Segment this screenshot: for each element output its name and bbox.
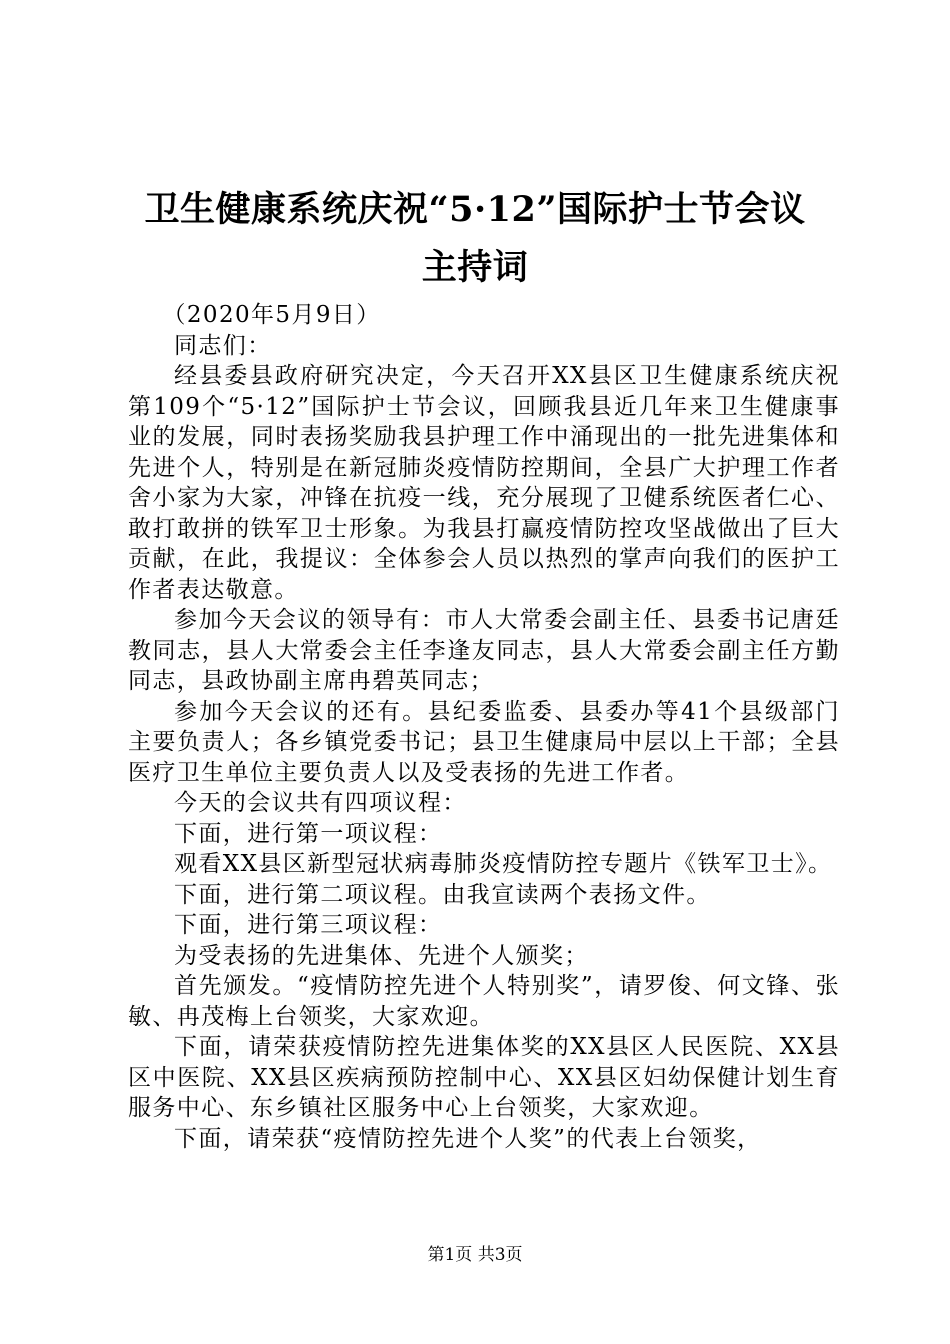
document-title-continued: 主持词 bbox=[421, 247, 529, 288]
paragraph: 参加今天会议的领导有：市人大常委会副主任、县委书记唐廷教同志，县人大常委会主任李逢友同志，县人大常委会副主任方勤同志，县政协副主席冉碧英同志； bbox=[128, 607, 840, 694]
document-body bbox=[128, 300, 840, 1154]
paragraph: 首先颁发。“疫情防控先进个人特别奖”，请罗俊、何文锋、张敏、冉茂梅上台领奖，大家欢迎。 bbox=[128, 973, 840, 1030]
paragraph: 今天的会议共有四项议程： bbox=[174, 790, 467, 816]
paragraph: 观看XX县区新型冠状病毒肺炎疫情防控专题片《铁军卫士》。 bbox=[174, 851, 833, 877]
paragraph: 经县委县政府研究决定，今天召开XX县区卫生健康系统庆祝第109个“5·12”国际护士节会议，回顾我县近几年来卫生健康事业的发展，同时表扬奖励我县护理工作中涌现出的一批先进集体和先进个人，特别是在新冠肺炎疫情防控期间，全县广大护理工作者舍小家为大家，冲锋在抗疫一线，充分展现了卫健系统医者仁心、敢打敢拼的铁军卫士形象。为我县打赢疫情防控攻坚战做出了巨大贡献，在此，我提议：全体参会人员以热烈的掌声向我们的医护工作者表达敬意。 bbox=[128, 363, 840, 603]
paragraph: 下面，进行第二项议程。由我宣读两个表扬文件。 bbox=[174, 881, 711, 908]
document-title: 卫生健康系统庆祝“5·12”国际护士节会议 bbox=[144, 189, 806, 230]
paragraph: 下面，进行第一项议程： bbox=[174, 820, 443, 847]
document-date: （2020年5月9日） bbox=[162, 302, 381, 328]
paragraph: 参加今天会议的还有。县纪委监委、县委办等41个县级部门主要负责人；各乡镇党委书记；县卫生健康局中层以上干部；全县医疗卫生单位主要负责人以及受表扬的先进工作者。 bbox=[128, 698, 840, 786]
paragraph: 下面，请荣获“疫情防控先进个人奖”的代表上台领奖， bbox=[174, 1125, 762, 1152]
page-footer: 第1页 共3页 bbox=[427, 1245, 523, 1265]
paragraph: 为受表扬的先进集体、先进个人颁奖； bbox=[174, 942, 589, 969]
paragraph: 同志们： bbox=[174, 332, 272, 359]
paragraph: 下面，请荣获疫情防控先进集体奖的XX县区人民医院、XX县区中医院、XX县区疾病预防控制中心、XX县区妇幼保健计划生育服务中心、东乡镇社区服务中心上台领奖，大家欢迎。 bbox=[128, 1034, 840, 1121]
paragraph: 下面，进行第三项议程： bbox=[174, 912, 443, 938]
